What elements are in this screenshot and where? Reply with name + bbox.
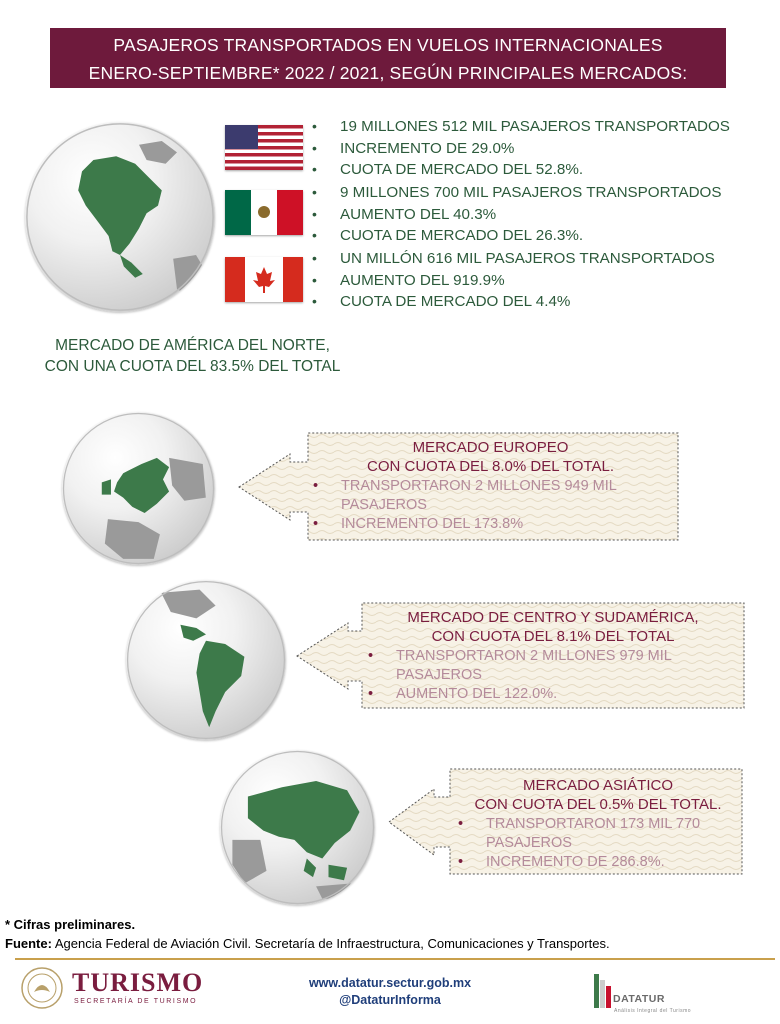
source-text: Agencia Federal de Aviación Civil. Secretaría de Infraestructura, Comunicaciones y Transportes. (51, 936, 610, 951)
social-handle[interactable]: @DataturInforma (339, 993, 441, 1007)
north-america-caption (20, 335, 365, 377)
asia-globe (220, 750, 375, 905)
list-item: • AUMENTO DEL 919.9% (312, 270, 772, 292)
south-america-globe (126, 580, 286, 740)
asia-title-1: MERCADO ASIÁTICO (522, 777, 674, 794)
turismo-logo-subtitle: SECRETARÍA DE TURISMO (74, 998, 198, 1005)
list-item: • INCREMENTO DE 286.8%. (458, 853, 738, 872)
list-item: • CUOTA DE MERCADO DEL 26.3%. (312, 225, 772, 247)
north-america-globe (25, 122, 215, 312)
caption-line-1: MERCADO DE AMÉRICA DEL NORTE, (55, 337, 330, 354)
usa-flag (225, 125, 303, 170)
europe-title-2: CON CUOTA DEL 8.0% DEL TOTAL. (366, 458, 615, 475)
website-link[interactable]: www.datatur.sectur.gob.mx (308, 976, 472, 990)
list-item: • INCREMENTO DEL 173.8% (313, 515, 668, 534)
usa-stats (312, 116, 772, 181)
europe-globe (62, 412, 215, 565)
title-banner (50, 28, 726, 88)
list-item: • TRANSPORTARON 2 MILLONES 979 MIL PASAJEROS (368, 647, 716, 685)
south-america-title-1: MERCADO DE CENTRO Y SUDAMÉRICA, (407, 609, 699, 626)
list-item: • CUOTA DE MERCADO DEL 4.4% (312, 291, 772, 313)
list-item: • 19 MILLONES 512 MIL PASAJEROS TRANSPORTADOS (312, 116, 772, 138)
title-line-2: ENERO-SEPTIEMBRE* 2022 / 2021, SEGÚN PRINCIPALES MERCADOS: (88, 63, 688, 83)
source-label: Fuente: (5, 936, 52, 951)
canada-flag (225, 257, 303, 302)
caption-line-2: CON UNA CUOTA DEL 83.5% DEL TOTAL (44, 358, 341, 375)
south-america-title-2: CON CUOTA DEL 8.1% DEL TOTAL (431, 628, 675, 645)
canada-stats (312, 248, 772, 313)
list-item: • AUMENTO DEL 122.0%. (368, 685, 738, 704)
mexico-stats (312, 182, 772, 247)
list-item: • CUOTA DE MERCADO DEL 52.8%. (312, 159, 772, 181)
south-america-callout (296, 602, 746, 710)
asia-title-2: CON CUOTA DEL 0.5% DEL TOTAL. (474, 796, 722, 813)
europe-callout (238, 432, 680, 542)
list-item: • UN MILLÓN 616 MIL PASAJEROS TRANSPORTADOS (312, 248, 772, 270)
footer-divider (15, 958, 775, 960)
turismo-logo-text: TURISMO (72, 968, 204, 997)
list-item: • 9 MILLONES 700 MIL PASAJEROS TRANSPORTADOS (312, 182, 772, 204)
asia-callout (388, 768, 744, 876)
contact-block (270, 975, 510, 1009)
datatur-logo-icon (592, 970, 614, 1010)
list-item: • TRANSPORTARON 173 MIL 770 PASAJEROS (458, 815, 731, 853)
title-line-1: PASAJEROS TRANSPORTADOS EN VUELOS INTERNACIONALES (113, 35, 663, 55)
list-item: • AUMENTO DEL 40.3% (312, 204, 772, 226)
datatur-logo-subtitle: Análisis Integral del Turismo (614, 1008, 692, 1014)
datatur-logo-text: DATATUR (613, 993, 665, 1005)
mexico-flag (225, 190, 303, 235)
list-item: • INCREMENTO DE 29.0% (312, 138, 772, 160)
preliminary-note: * Cifras preliminares. (5, 917, 136, 932)
list-item: • TRANSPORTARON 2 MILLONES 949 MIL PASAJEROS (313, 477, 661, 515)
footnotes (5, 915, 775, 953)
europe-title-1: MERCADO EUROPEO (412, 439, 569, 456)
mexico-seal-icon (20, 966, 64, 1010)
